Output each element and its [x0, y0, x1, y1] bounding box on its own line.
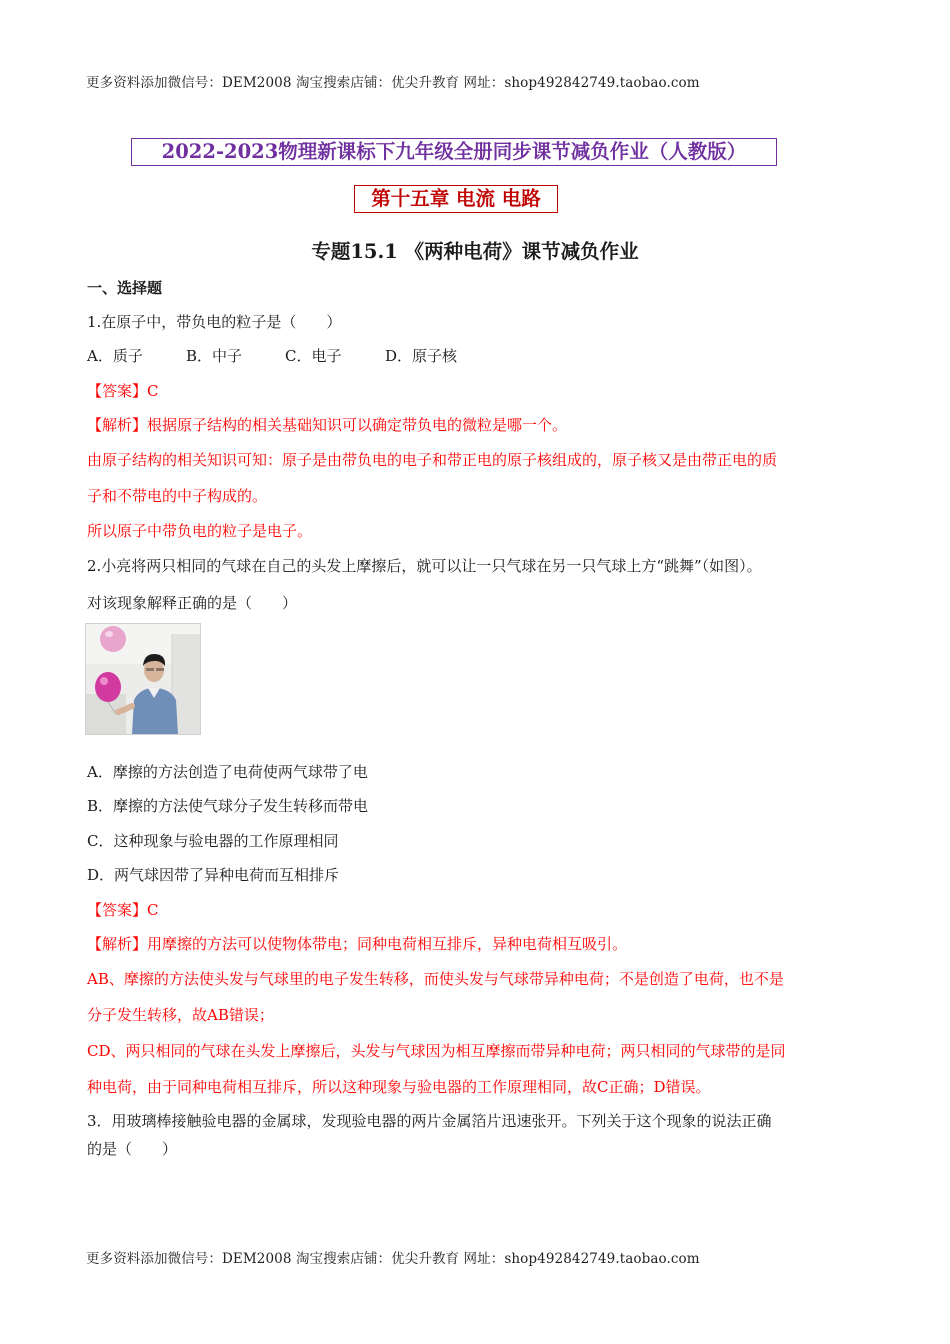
q2-option-a: A．摩擦的方法创造了电荷使两气球带了电 — [87, 763, 368, 781]
q2-answer: 【答案】C — [87, 901, 159, 919]
q1-options — [87, 345, 457, 367]
q1-option-c: C．电子 — [285, 347, 342, 365]
document-title: 2022-2023物理新课标下九年级全册同步课节减负作业（人教版） — [131, 138, 777, 166]
balloon-photo — [85, 623, 201, 735]
q1-stem: 1.在原子中，带负电的粒子是（ ） — [87, 313, 342, 331]
q1-option-d: D．原子核 — [385, 347, 458, 365]
section-heading: 一、选择题 — [87, 279, 163, 297]
q2-option-b: B．摩擦的方法使气球分子发生转移而带电 — [87, 797, 369, 815]
q2-stem-line: 2.小亮将两只相同的气球在自己的头发上摩擦后，就可以让一只气球在另一只气球上方“跳舞”（如图）。 — [87, 557, 762, 575]
q2-analysis-line: 分子发生转移，故AB错误； — [87, 1006, 274, 1024]
q1-analysis-line: 由原子结构的相关知识可知：原子是由带负电的电子和带正电的原子核组成的，原子核又是由带正电的质 — [87, 451, 778, 469]
balloon-photo-illustration — [86, 624, 200, 734]
q1-option-a: A．质子 — [87, 347, 143, 365]
q1-analysis-line: 【解析】根据原子结构的相关基础知识可以确定带负电的微粒是哪一个。 — [87, 416, 568, 434]
page-header: 更多资料添加微信号：DEM2008 淘宝搜索店铺：优尖升教育 网址：shop492842749.taobao.com — [86, 75, 700, 91]
q1-answer: 【答案】C — [87, 382, 159, 400]
q1-analysis-line: 所以原子中带负电的粒子是电子。 — [87, 522, 313, 540]
q2-analysis-line: 【解析】用摩擦的方法可以使物体带电；同种电荷相互排斥，异种电荷相互吸引。 — [87, 935, 628, 953]
q2-analysis-line: 种电荷，由于同种电荷相互排斥，所以这种现象与验电器的工作原理相同，故C正确；D错误。 — [87, 1078, 711, 1096]
q3-stem-line: 3．用玻璃棒接触验电器的金属球，发现验电器的两片金属箔片迅速张开。下列关于这个现象的说法正确 — [87, 1112, 772, 1130]
q2-option-c: C．这种现象与验电器的工作原理相同 — [87, 832, 339, 850]
page-footer: 更多资料添加微信号：DEM2008 淘宝搜索店铺：优尖升教育 网址：shop492842749.taobao.com — [86, 1251, 700, 1267]
chapter-title: 第十五章 电流 电路 — [354, 185, 558, 213]
topic-subtitle: 专题15.1 《两种电荷》课节减负作业 — [311, 240, 639, 263]
q3-stem-line: 的是（ ） — [87, 1140, 178, 1158]
q2-analysis-line: CD、两只相同的气球在头发上摩擦后，头发与气球因为相互摩擦而带异种电荷；两只相同的气球带的是同 — [87, 1042, 786, 1060]
q1-analysis-line: 子和不带电的中子构成的。 — [87, 487, 268, 505]
q1-option-b: B．中子 — [186, 347, 243, 365]
q2-option-d: D．两气球因带了异种电荷而互相排斥 — [87, 866, 340, 884]
q2-analysis-line: AB、摩擦的方法使头发与气球里的电子发生转移，而使头发与气球带异种电荷；不是创造了电荷，也不是 — [87, 970, 784, 988]
q2-stem-line: 对该现象解释正确的是（ ） — [87, 594, 298, 612]
